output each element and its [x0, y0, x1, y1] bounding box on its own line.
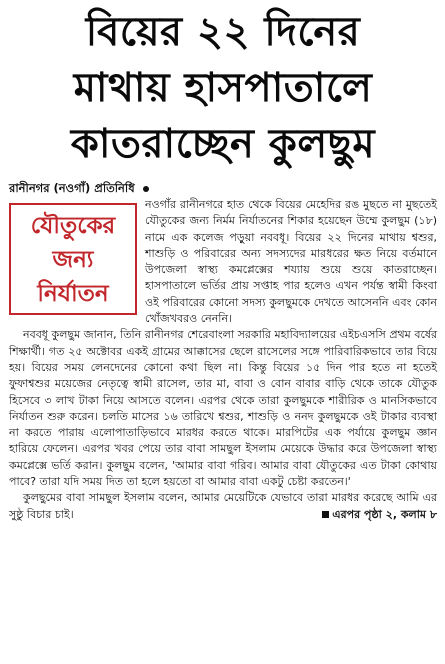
paragraph-2: নববধূ কুলছুম জানান, তিনি রানীনগর শেরেবাংলা সরকারি মহাবিদ্যালয়ের এইচএসসি প্রথম বর্ষের শিক্ষার্থী। গত ২৫ অক্টোবর একই গ্রামের আক্কাসের ছেলে রাসেলের সঙ্গে পারিবারিকভাবে তার বিয়ে হয়। বিয়ের সময় লেনদেনের কোনো কথা ছিল না। কিন্তু বিয়ের ১৫ দিন পার হতে না হতেই ফুফাশ্বশুর ময়েজের নেতৃত্বে স্বামী রাসেল, তার মা, বাবা ও বোন বাবার বাড়ি থেকে তাকে যৌতুক হিসেবে ৩ লাখ টাকা নিয়ে আসতে বলেন। এরপর থেকে তারা কুলছুমকে শারীরিক ও মানসিকভাবে নির্যাতন শুরু করেন। চলতি মাসের ১৬ তারিখে শ্বশুর, শাশুড়ি ও ননদ কুলছুমকে ওই টাকার ব্যবস্থা না করতে পারায় এলোপাতাড়িভাবে মারধর করতে থাকে। মারপিটের এক পর্যায়ে কুলছুম জ্ঞান হারিয়ে ফেলেন। এরপর খবর পেয়ে তার বাবা সামছুল ইসলাম মেয়েকে উদ্ধার করে উপজেলা স্বাস্থ্য কমপ্লেক্সে ভর্তি করান। কুলছুম বলেন, 'আমার বাবা গরিব। আমার বাবা যৌতুকের এত টাকা কোথায় পাবে? তারা যদি সময় দিত তা হলে হয়তো বা আমার বাবা একটু চেষ্টা করতেন।' — [9, 328, 437, 489]
headline — [9, 4, 437, 172]
headline-line-2: মাথায় হাসপাতালে — [73, 65, 373, 111]
pullquote-line-3: নির্যাতন — [37, 281, 109, 307]
article-body — [9, 197, 437, 523]
headline-line-1: বিয়ের ২২ দিনের — [85, 9, 361, 55]
continuation-note — [308, 507, 437, 523]
byline — [9, 180, 437, 197]
pullquote-line-2: জন্য — [52, 247, 94, 273]
continuation-label: এরপর পৃষ্ঠা ২, কলাম ৮ — [332, 507, 437, 521]
pullquote-line-1: যৌতুকের — [30, 213, 116, 239]
paragraph-1-text: নওগাঁর রানীনগরে হাত থেকে বিয়ের মেহেদির রঙ মুছতে না মুছতেই যৌতুকের জন্য নির্মম নির্যাতনের শিকার হয়েছেন উম্মে কুলছুম (১৮) নামে এক কলেজ পড়ুয়া নববধূ। বিয়ের ২২ দিনের মাথায় শ্বশুর, শাশুড়ি ও পরিবারের অন্য সদস্যদের মারধরের ক্ষত নিয়ে বর্তমানে উপজেলা স্বাস্থ্য কমপ্লেক্সের শয্যায় শুয়ে শুয়ে কাতরাচ্ছেন। হাসপাতালে ভর্তির প্রায় সপ্তাহ পার হলেও এখন পর্যন্ত স্বামী কিংবা ওই পরিবারের কোনো সদস্য কুলছুমকে দেখতে আসেননি এবং কোন খোঁজখবরও নেননি। — [145, 198, 437, 326]
paragraph-1 — [9, 197, 437, 327]
square-bullet-icon — [322, 511, 329, 518]
bullet-icon — [143, 186, 149, 192]
paragraph-3 — [9, 490, 437, 523]
pullquote-box — [9, 203, 137, 315]
paragraph-3-text: কুলছুমের বাবা সামছুল ইসলাম বলেন, আমার মেয়েটিকে যেভাবে তারা মারধর করেছে আমি এর সুষ্ঠু বিচার চাই। — [9, 491, 437, 521]
byline-text: রানীনগর (নওগাঁ) প্রতিনিধি — [9, 181, 135, 195]
headline-line-3: কাতরাচ্ছেন কুলছুম — [70, 121, 376, 167]
